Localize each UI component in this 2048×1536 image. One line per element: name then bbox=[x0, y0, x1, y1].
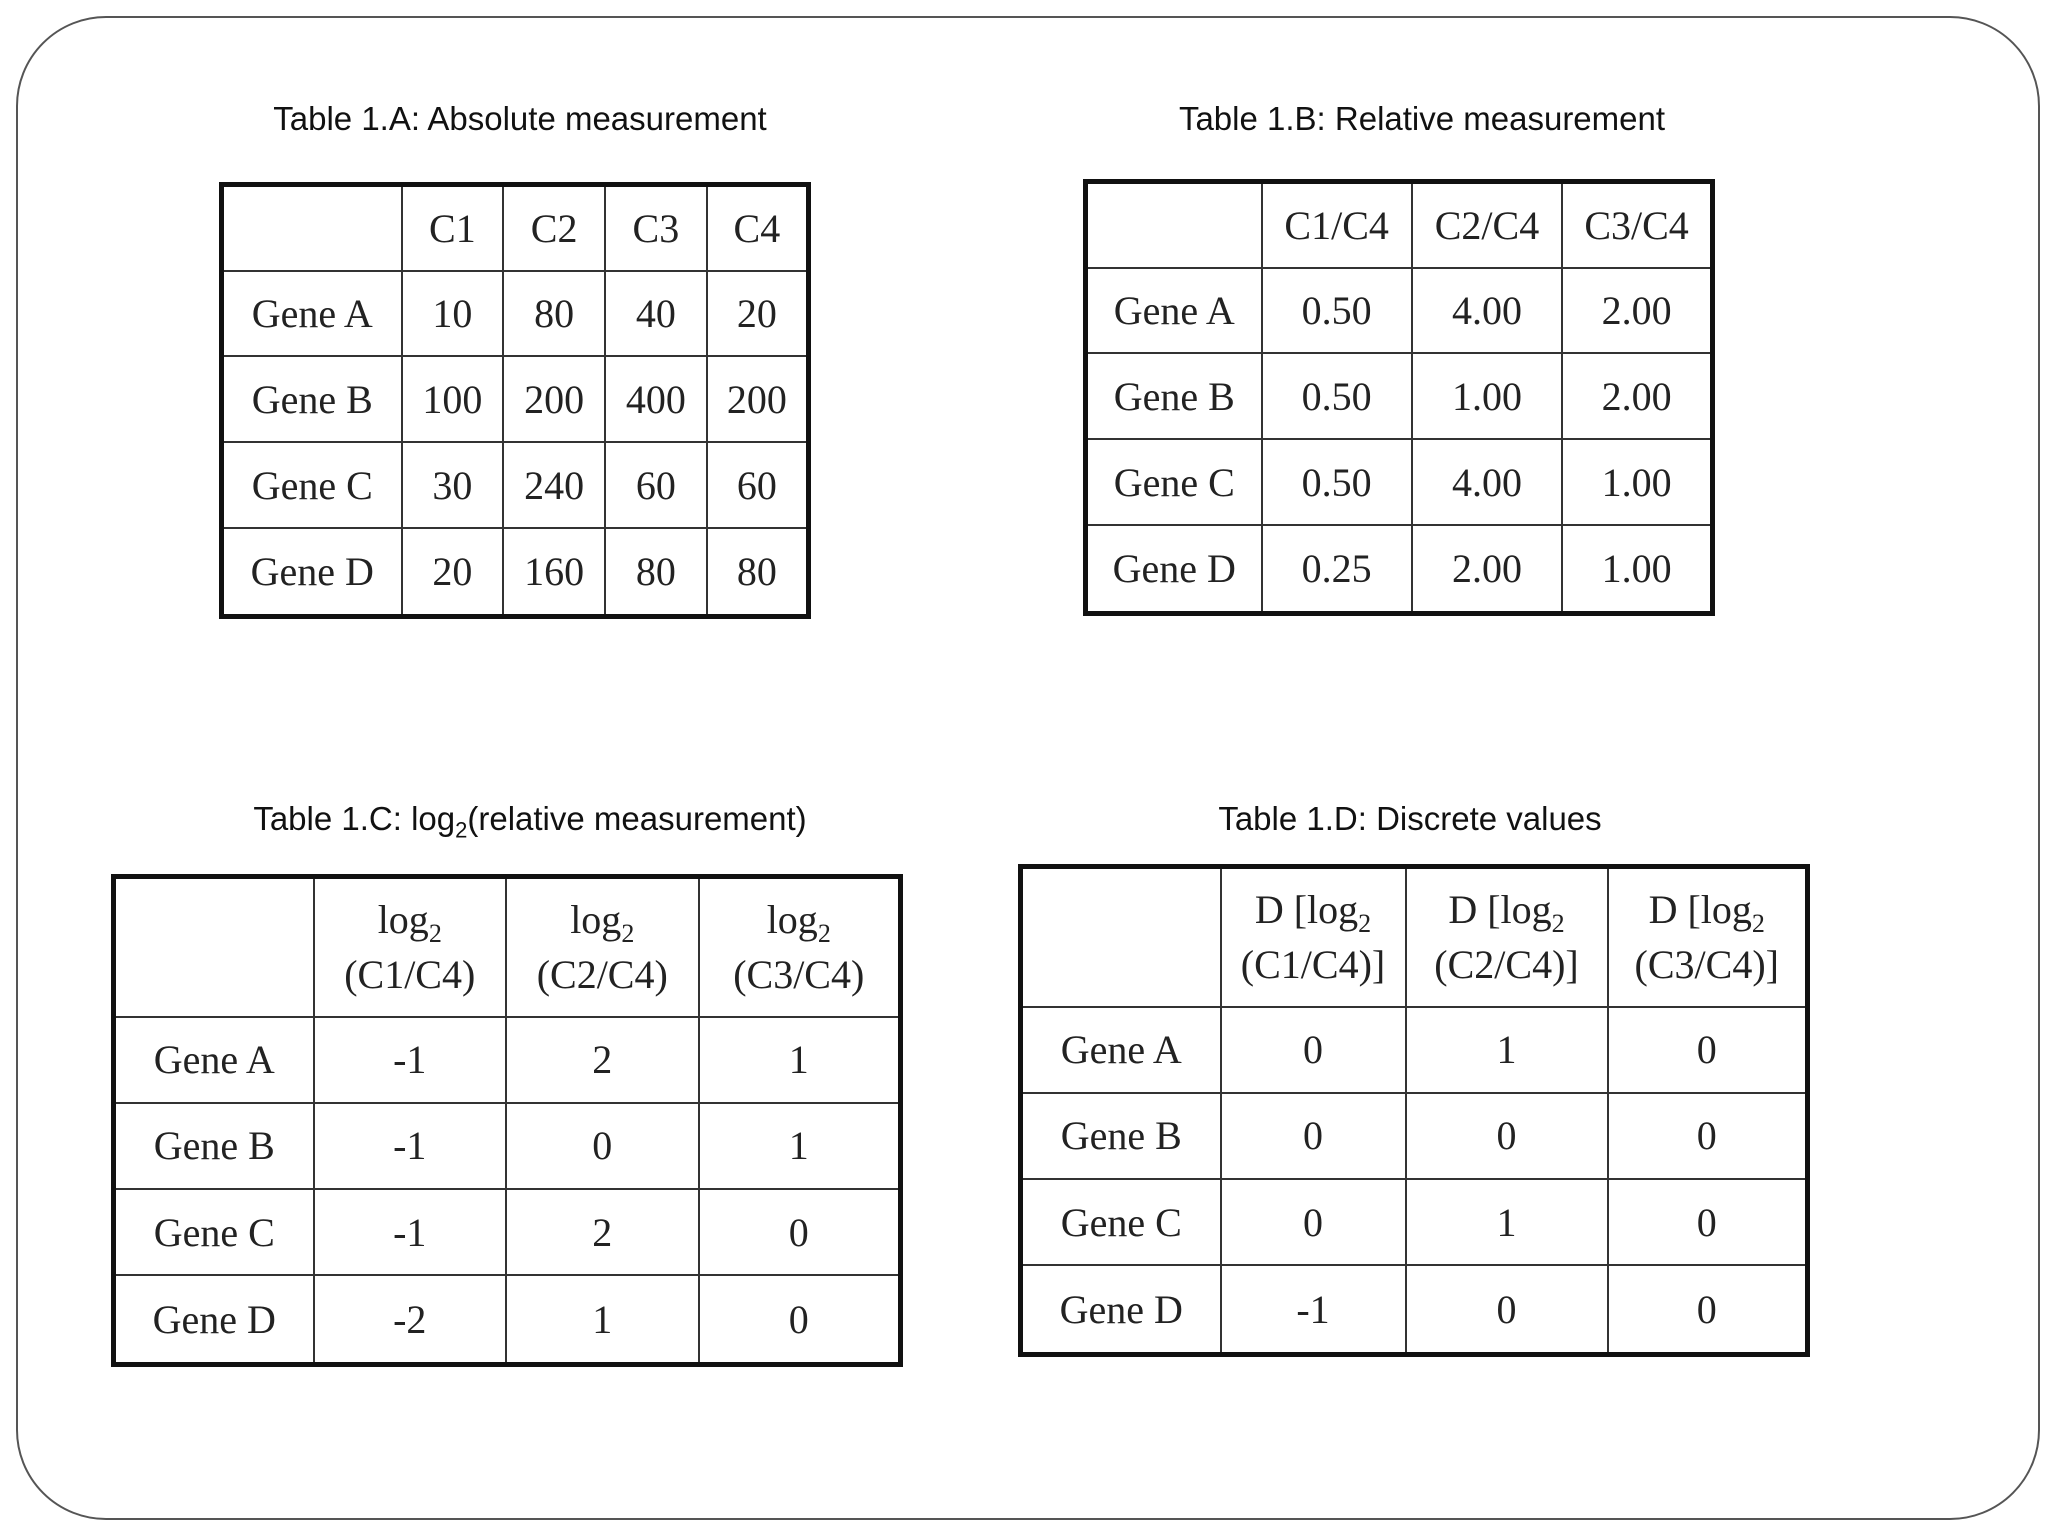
table-row bbox=[1021, 1179, 1808, 1265]
table-cell: 60 bbox=[605, 442, 707, 528]
header-subscript: 2 bbox=[1751, 908, 1765, 938]
header-empty-cell bbox=[1086, 182, 1262, 268]
table-cell: 0 bbox=[506, 1103, 699, 1189]
header-subscript: 2 bbox=[817, 918, 831, 948]
table-row bbox=[1086, 353, 1713, 439]
table-row bbox=[1021, 1265, 1808, 1354]
table-cell: 0.50 bbox=[1262, 353, 1412, 439]
header-text: (C1/C4) bbox=[344, 952, 476, 997]
table-cell: 1.00 bbox=[1562, 525, 1712, 614]
row-label: Gene B bbox=[1021, 1093, 1221, 1179]
row-label: Gene B bbox=[1086, 353, 1262, 439]
header-text: (C3/C4)] bbox=[1634, 942, 1779, 987]
table-cell: 200 bbox=[503, 356, 605, 442]
table-cell: 0 bbox=[1406, 1265, 1608, 1354]
table-cell: 0 bbox=[1221, 1093, 1406, 1179]
caption-text: Table 1.C: log bbox=[253, 800, 456, 837]
table-b bbox=[1083, 179, 1715, 616]
header-text: D [log bbox=[1254, 886, 1359, 932]
column-header bbox=[1406, 867, 1608, 1007]
row-label: Gene D bbox=[222, 528, 402, 617]
table-row bbox=[1021, 1093, 1808, 1179]
table-cell: 0.25 bbox=[1262, 525, 1412, 614]
header-subscript: 2 bbox=[1551, 908, 1565, 938]
header-empty-cell bbox=[222, 185, 402, 271]
table-row bbox=[1086, 439, 1713, 525]
row-label: Gene A bbox=[1086, 268, 1262, 354]
header-subscript: 2 bbox=[1358, 908, 1372, 938]
table-header-row bbox=[1021, 867, 1808, 1007]
table-cell: 4.00 bbox=[1412, 439, 1562, 525]
table-cell: 0.50 bbox=[1262, 439, 1412, 525]
caption-text: (relative measurement) bbox=[467, 800, 807, 837]
table-row bbox=[114, 1189, 901, 1275]
table-cell: 0 bbox=[1406, 1093, 1608, 1179]
table-cell: 0 bbox=[699, 1189, 901, 1275]
table-cell: 0.50 bbox=[1262, 268, 1412, 354]
column-header: C4 bbox=[707, 185, 809, 271]
column-header bbox=[314, 877, 507, 1017]
header-empty-cell bbox=[1021, 867, 1221, 1007]
table-row bbox=[114, 1275, 901, 1364]
column-header: C3/C4 bbox=[1562, 182, 1712, 268]
table-header-row bbox=[1086, 182, 1713, 268]
table-cell: 1 bbox=[1406, 1007, 1608, 1093]
row-label: Gene A bbox=[1021, 1007, 1221, 1093]
table-cell: -1 bbox=[314, 1189, 507, 1275]
header-text: (C2/C4)] bbox=[1434, 942, 1579, 987]
table-header-row bbox=[114, 877, 901, 1017]
table-cell: 2.00 bbox=[1562, 353, 1712, 439]
table-cell: 60 bbox=[707, 442, 809, 528]
table-cell: 10 bbox=[402, 271, 504, 357]
table-cell: 200 bbox=[707, 356, 809, 442]
table-cell: 4.00 bbox=[1412, 268, 1562, 354]
table-cell: 30 bbox=[402, 442, 504, 528]
table-row bbox=[114, 1017, 901, 1103]
table-a bbox=[219, 182, 811, 619]
table-cell: 1.00 bbox=[1412, 353, 1562, 439]
table-cell: 240 bbox=[503, 442, 605, 528]
table-cell: 160 bbox=[503, 528, 605, 617]
row-label: Gene D bbox=[114, 1275, 314, 1364]
table-cell: 80 bbox=[503, 271, 605, 357]
table-row bbox=[114, 1103, 901, 1189]
column-header bbox=[506, 877, 699, 1017]
table-row bbox=[222, 442, 809, 528]
table-cell: -2 bbox=[314, 1275, 507, 1364]
table-cell: -1 bbox=[314, 1103, 507, 1189]
column-header bbox=[699, 877, 901, 1017]
table-row bbox=[222, 528, 809, 617]
row-label: Gene B bbox=[222, 356, 402, 442]
header-text: D [log bbox=[1448, 886, 1552, 932]
table-row bbox=[1086, 268, 1713, 354]
table-cell: 0 bbox=[1608, 1007, 1808, 1093]
table-cell: 2 bbox=[506, 1017, 699, 1103]
table-cell: 0 bbox=[699, 1275, 901, 1364]
table-cell: 2 bbox=[506, 1189, 699, 1275]
table-b-caption: Table 1.B: Relative measurement bbox=[1178, 100, 1666, 137]
header-text: log bbox=[377, 896, 429, 942]
table-cell: 1 bbox=[1406, 1179, 1608, 1265]
column-header: C2/C4 bbox=[1412, 182, 1562, 268]
table-d-caption: Table 1.D: Discrete values bbox=[1218, 800, 1602, 837]
table-cell: 0 bbox=[1221, 1179, 1406, 1265]
table-cell: 100 bbox=[402, 356, 504, 442]
header-text: (C1/C4)] bbox=[1240, 942, 1386, 987]
table-cell: 2.00 bbox=[1562, 268, 1712, 354]
row-label: Gene C bbox=[114, 1189, 314, 1275]
header-text: (C3/C4) bbox=[733, 952, 865, 997]
table-cell: 0 bbox=[1608, 1179, 1808, 1265]
table-c bbox=[111, 874, 903, 1367]
table-cell: 40 bbox=[605, 271, 707, 357]
row-label: Gene A bbox=[222, 271, 402, 357]
row-label: Gene C bbox=[222, 442, 402, 528]
table-cell: 80 bbox=[707, 528, 809, 617]
table-cell: 1 bbox=[699, 1103, 901, 1189]
table-cell: 80 bbox=[605, 528, 707, 617]
header-text: log bbox=[570, 896, 622, 942]
table-header-row bbox=[222, 185, 809, 271]
table-cell: 0 bbox=[1608, 1265, 1808, 1354]
table-cell: 0 bbox=[1608, 1093, 1808, 1179]
table-c-caption bbox=[230, 800, 830, 844]
table-cell: 20 bbox=[707, 271, 809, 357]
table-cell: 2.00 bbox=[1412, 525, 1562, 614]
table-cell: 400 bbox=[605, 356, 707, 442]
row-label: Gene C bbox=[1086, 439, 1262, 525]
table-row bbox=[222, 271, 809, 357]
column-header: C1/C4 bbox=[1262, 182, 1412, 268]
table-d bbox=[1018, 864, 1810, 1357]
row-label: Gene D bbox=[1086, 525, 1262, 614]
table-cell: -1 bbox=[1221, 1265, 1406, 1354]
row-label: Gene A bbox=[114, 1017, 314, 1103]
column-header: C2 bbox=[503, 185, 605, 271]
table-a-caption: Table 1.A: Absolute measurement bbox=[273, 100, 767, 137]
header-subscript: 2 bbox=[428, 918, 442, 948]
table-cell: -1 bbox=[314, 1017, 507, 1103]
header-text: log bbox=[766, 896, 818, 942]
table-cell: 20 bbox=[402, 528, 504, 617]
caption-subscript: 2 bbox=[455, 817, 468, 843]
header-subscript: 2 bbox=[621, 918, 635, 948]
header-empty-cell bbox=[114, 877, 314, 1017]
column-header: C3 bbox=[605, 185, 707, 271]
row-label: Gene C bbox=[1021, 1179, 1221, 1265]
table-row bbox=[1021, 1007, 1808, 1093]
header-text: (C2/C4) bbox=[536, 952, 668, 997]
row-label: Gene B bbox=[114, 1103, 314, 1189]
table-cell: 1.00 bbox=[1562, 439, 1712, 525]
table-cell: 0 bbox=[1221, 1007, 1406, 1093]
header-text: D [log bbox=[1648, 886, 1752, 932]
column-header bbox=[1608, 867, 1808, 1007]
table-row bbox=[222, 356, 809, 442]
column-header bbox=[1221, 867, 1406, 1007]
row-label: Gene D bbox=[1021, 1265, 1221, 1354]
table-cell: 1 bbox=[699, 1017, 901, 1103]
column-header: C1 bbox=[402, 185, 504, 271]
table-row bbox=[1086, 525, 1713, 614]
table-cell: 1 bbox=[506, 1275, 699, 1364]
